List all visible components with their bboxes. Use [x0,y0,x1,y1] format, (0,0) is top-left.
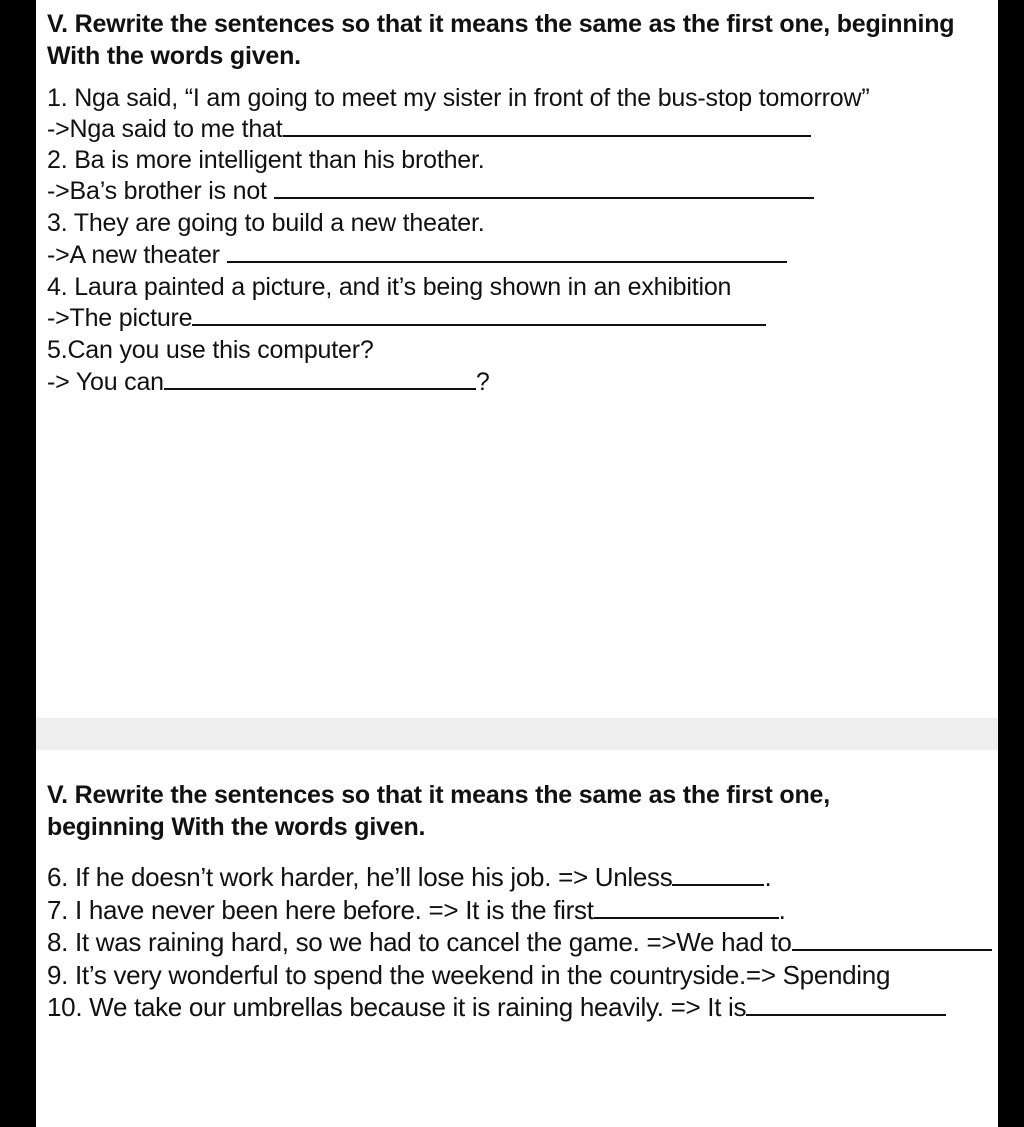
answer-2-prefix: ->Ba’s brother is not [47,177,274,205]
answer-2 [47,177,814,206]
answer-5-blank[interactable] [164,370,476,390]
answer-2-blank[interactable] [274,179,814,199]
question-10-text: 10. We take our umbrellas because it is raining heavily. => It is [47,992,747,1022]
worksheet-page-1 [36,0,998,718]
question-6 [47,862,771,893]
worksheet-page-2 [36,750,998,1127]
question-10 [47,992,946,1023]
question-8-text: 8. It was raining hard, so we had to cancel the game. =>We had to [47,927,792,957]
question-6-blank[interactable] [672,866,764,886]
question-9 [47,960,890,991]
page-separator [36,718,998,750]
question-1: 1. Nga said, “I am going to meet my sister in front of the bus-stop tomorrow” [47,84,870,112]
answer-3 [47,241,787,270]
answer-5 [47,368,490,397]
question-9-text: 9. It’s very wonderful to spend the weekend in the countryside.=> Spending [47,960,891,990]
answer-3-blank[interactable] [227,243,787,263]
answer-4-blank[interactable] [192,306,766,326]
answer-1 [47,115,811,144]
answer-1-prefix: ->Nga said to me that [47,115,283,143]
question-8 [47,927,992,958]
question-8-blank[interactable] [792,931,992,951]
section-heading-2-line-1: V. Rewrite the sentences so that it means the same as the first one, [47,781,830,809]
question-4: 4. Laura painted a picture, and it’s being shown in an exhibition [47,273,732,301]
answer-3-prefix: ->A new theater [47,241,227,269]
answer-4-prefix: ->The picture [47,304,193,332]
question-2: 2. Ba is more intelligent than his brother. [47,146,485,174]
question-7-suffix: . [778,895,786,925]
answer-5-prefix: -> You can [47,368,164,396]
question-7-text: 7. I have never been here before. => It is the first [47,895,594,925]
question-3: 3. They are going to build a new theater. [47,209,485,237]
question-6-suffix: . [764,862,772,892]
section-heading-line-1: V. Rewrite the sentences so that it means the same as the first one, beginning [47,10,955,38]
answer-5-suffix: ? [475,368,490,396]
question-6-text: 6. If he doesn’t work harder, he’ll lose his job. => Unless [47,862,673,892]
answer-1-blank[interactable] [283,117,811,137]
question-10-blank[interactable] [746,996,946,1016]
question-7-blank[interactable] [594,899,779,919]
question-5: 5.Can you use this computer? [47,336,374,364]
question-7 [47,895,786,926]
section-heading-line-2: With the words given. [47,42,301,70]
section-heading-2-line-2: beginning With the words given. [47,813,426,841]
answer-4 [47,304,766,333]
